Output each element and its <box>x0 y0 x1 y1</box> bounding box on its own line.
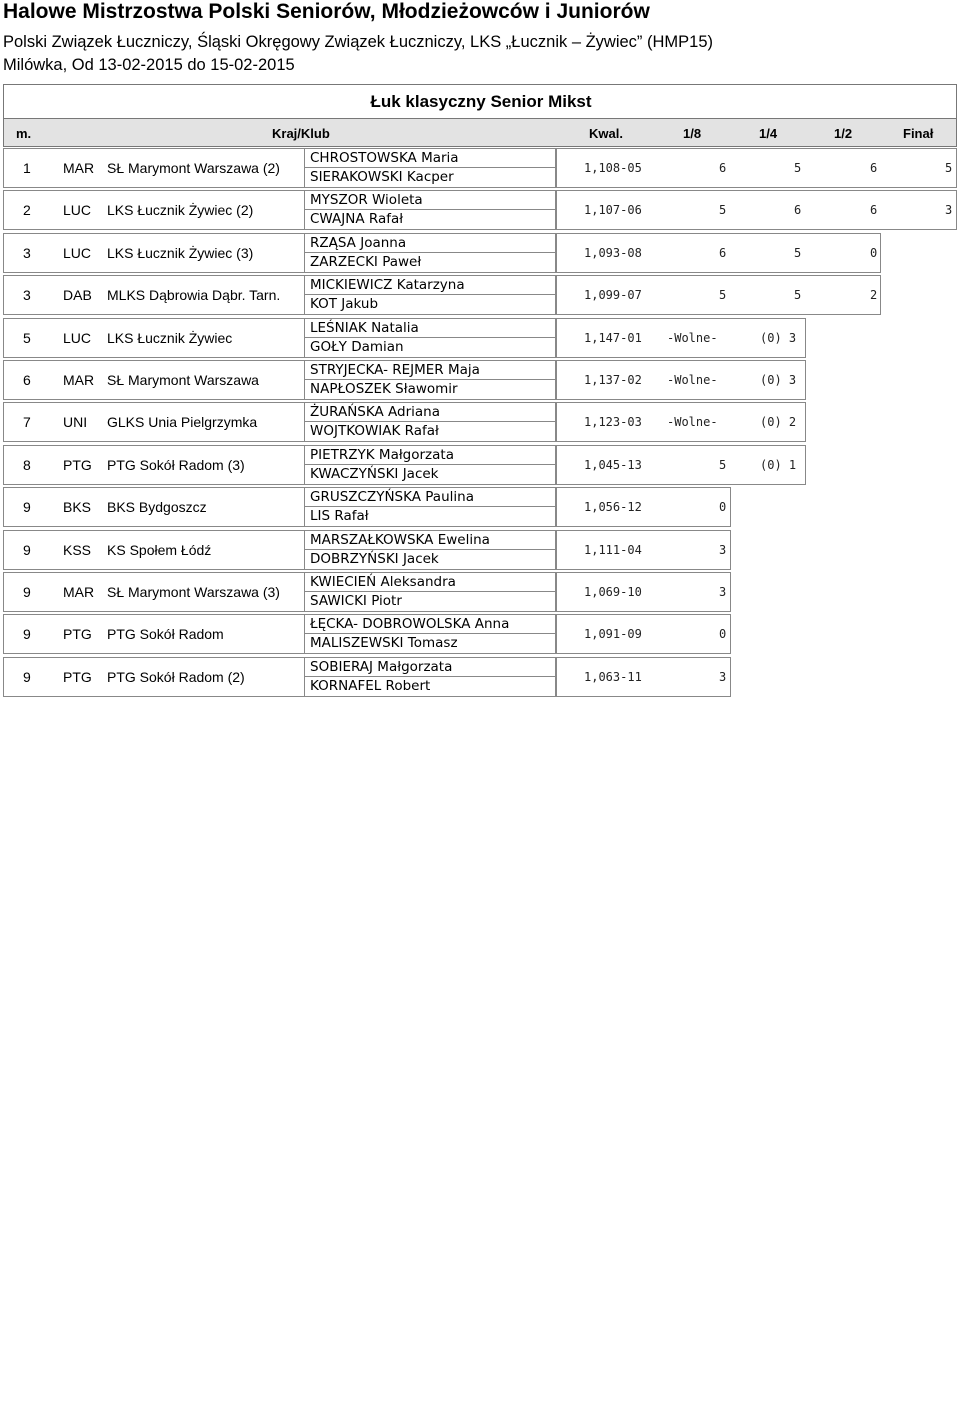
athlete-1: ŻURAŃSKA Adriana <box>304 402 556 422</box>
qualification-score: 1,108-05 <box>584 161 642 175</box>
place: 9 <box>23 584 31 600</box>
place: 7 <box>23 414 31 430</box>
round-1-2: 2 <box>870 288 878 302</box>
athlete-2: NAPŁOSZEK Sławomir <box>304 380 556 400</box>
athlete-2: SAWICKI Piotr <box>304 592 556 612</box>
athlete-2: KWACZYŃSKI Jacek <box>304 465 556 485</box>
round-1-8: 3 <box>719 670 727 684</box>
section-title: Łuk klasyczny Senior Mikst <box>370 92 592 111</box>
col-qual: Kwal. <box>589 126 623 141</box>
round-1-8: 6 <box>719 161 727 175</box>
qualification-score: 1,111-04 <box>584 543 642 557</box>
round-1-8: 0 <box>719 627 727 641</box>
round-1-4: 5 <box>794 246 802 260</box>
qualification-score: 1,056-12 <box>584 500 642 514</box>
result-frame <box>556 572 731 612</box>
result-frame <box>556 530 731 570</box>
qualification-score: 1,137-02 <box>584 373 642 387</box>
round-1-4: (0) 2 <box>760 415 797 429</box>
athlete-1: MARSZAŁKOWSKA Ewelina <box>304 530 556 550</box>
round-1-2: 6 <box>870 161 878 175</box>
round-1-8: -Wolne- <box>667 331 718 345</box>
col-r2: 1/2 <box>834 126 853 141</box>
col-final: Finał <box>903 126 934 141</box>
athlete-2: GOŁY Damian <box>304 338 556 358</box>
country-code: KSS <box>63 542 92 558</box>
athlete-1: MYSZOR Wioleta <box>304 190 556 210</box>
qualification-score: 1,099-07 <box>584 288 642 302</box>
place: 9 <box>23 499 31 515</box>
club-name: GLKS Unia Pielgrzymka <box>107 414 258 430</box>
athlete-1: RZĄSA Joanna <box>304 233 556 253</box>
result-frame <box>556 657 731 697</box>
athlete-2: KOT Jakub <box>304 295 556 315</box>
country-code: MAR <box>63 160 95 176</box>
athlete-1: KWIECIEŃ Aleksandra <box>304 572 556 592</box>
place: 5 <box>23 330 31 346</box>
col-club: Kraj/Klub <box>272 126 330 141</box>
club-name: PTG Sokół Radom (3) <box>107 457 245 473</box>
round-1-8: 3 <box>719 585 727 599</box>
round-1-8: 6 <box>719 246 727 260</box>
round-1-4: (0) 1 <box>760 458 797 472</box>
country-code: PTG <box>63 457 92 473</box>
athlete-1: GRUSZCZYŃSKA Paulina <box>304 487 556 507</box>
round-1-2: 6 <box>870 203 878 217</box>
result-frame <box>556 487 731 527</box>
col-place: m. <box>16 126 32 141</box>
round-1-8: 5 <box>719 203 727 217</box>
country-code: PTG <box>63 626 92 642</box>
athlete-1: STRYJECKA- REJMER Maja <box>304 360 556 380</box>
athlete-2: KORNAFEL Robert <box>304 677 556 697</box>
section-header <box>3 84 957 118</box>
club-name: LKS Łucznik Żywiec (3) <box>107 245 254 261</box>
club-name: MLKS Dąbrowia Dąbr. Tarn. <box>107 287 281 303</box>
place: 9 <box>23 626 31 642</box>
final-score: 3 <box>945 203 953 217</box>
athlete-2: ZARZECKI Paweł <box>304 253 556 273</box>
athlete-2: SIERAKOWSKI Kacper <box>304 168 556 188</box>
round-1-8: 5 <box>719 288 727 302</box>
athlete-1: CHROSTOWSKA Maria <box>304 148 556 168</box>
club-name: LKS Łucznik Żywiec (2) <box>107 202 254 218</box>
page-title: Halowe Mistrzostwa Polski Seniorów, Młodzieżowców i Juniorów <box>3 0 650 23</box>
qualification-score: 1,069-10 <box>584 585 642 599</box>
athlete-2: WOJTKOWIAK Rafał <box>304 422 556 442</box>
col-r4: 1/4 <box>759 126 778 141</box>
club-name: LKS Łucznik Żywiec <box>107 330 233 346</box>
qualification-score: 1,107-06 <box>584 203 642 217</box>
qualification-score: 1,063-11 <box>584 670 642 684</box>
place-dates: Milówka, Od 13-02-2015 do 15-02-2015 <box>3 56 295 74</box>
club-name: PTG Sokół Radom <box>107 626 224 642</box>
round-1-4: (0) 3 <box>760 373 797 387</box>
place: 3 <box>23 245 31 261</box>
athlete-2: MALISZEWSKI Tomasz <box>304 634 556 654</box>
place: 9 <box>23 669 31 685</box>
athlete-1: ŁĘCKA- DOBROWOLSKA Anna <box>304 614 556 634</box>
round-1-4: 6 <box>794 203 802 217</box>
round-1-8: 0 <box>719 500 727 514</box>
place: 1 <box>23 160 31 176</box>
qualification-score: 1,045-13 <box>584 458 642 472</box>
country-code: LUC <box>63 330 92 346</box>
qualification-score: 1,093-08 <box>584 246 642 260</box>
round-1-4: (0) 3 <box>760 331 797 345</box>
athlete-1: LEŚNIAK Natalia <box>304 318 556 338</box>
round-1-4: 5 <box>794 161 802 175</box>
club-name: PTG Sokół Radom (2) <box>107 669 245 685</box>
place: 6 <box>23 372 31 388</box>
club-name: SŁ Marymont Warszawa <box>107 372 259 388</box>
athlete-1: MICKIEWICZ Katarzyna <box>304 275 556 295</box>
col-r8: 1/8 <box>683 126 702 141</box>
club-name: SŁ Marymont Warszawa (3) <box>107 584 280 600</box>
round-1-8: 5 <box>719 458 727 472</box>
athlete-2: CWAJNA Rafał <box>304 210 556 230</box>
round-1-8: -Wolne- <box>667 415 718 429</box>
club-name: KS Społem Łódź <box>107 542 212 558</box>
qualification-score: 1,091-09 <box>584 627 642 641</box>
result-frame <box>556 614 731 654</box>
country-code: MAR <box>63 584 95 600</box>
country-code: PTG <box>63 669 92 685</box>
round-1-2: 0 <box>870 246 878 260</box>
final-score: 5 <box>945 161 953 175</box>
athlete-1: SOBIERAJ Małgorzata <box>304 657 556 677</box>
organizers: Polski Związek Łuczniczy, Śląski Okręgowy Związek Łuczniczy, LKS „Łucznik – Żywiec” (HMP15) <box>3 33 714 51</box>
round-1-4: 5 <box>794 288 802 302</box>
qualification-score: 1,147-01 <box>584 331 642 345</box>
place: 2 <box>23 202 31 218</box>
place: 9 <box>23 542 31 558</box>
athlete-1: PIETRZYK Małgorzata <box>304 445 556 465</box>
club-name: SŁ Marymont Warszawa (2) <box>107 160 280 176</box>
country-code: LUC <box>63 245 92 261</box>
qualification-score: 1,123-03 <box>584 415 642 429</box>
country-code: DAB <box>63 287 92 303</box>
table-header <box>3 118 957 147</box>
round-1-8: -Wolne- <box>667 373 718 387</box>
club-name: BKS Bydgoszcz <box>107 499 207 515</box>
athlete-2: LIS Rafał <box>304 507 556 527</box>
country-code: MAR <box>63 372 95 388</box>
country-code: BKS <box>63 499 92 515</box>
country-code: UNI <box>63 414 88 430</box>
round-1-8: 3 <box>719 543 727 557</box>
athlete-2: DOBRZYŃSKI Jacek <box>304 550 556 570</box>
country-code: LUC <box>63 202 92 218</box>
place: 8 <box>23 457 31 473</box>
place: 3 <box>23 287 31 303</box>
